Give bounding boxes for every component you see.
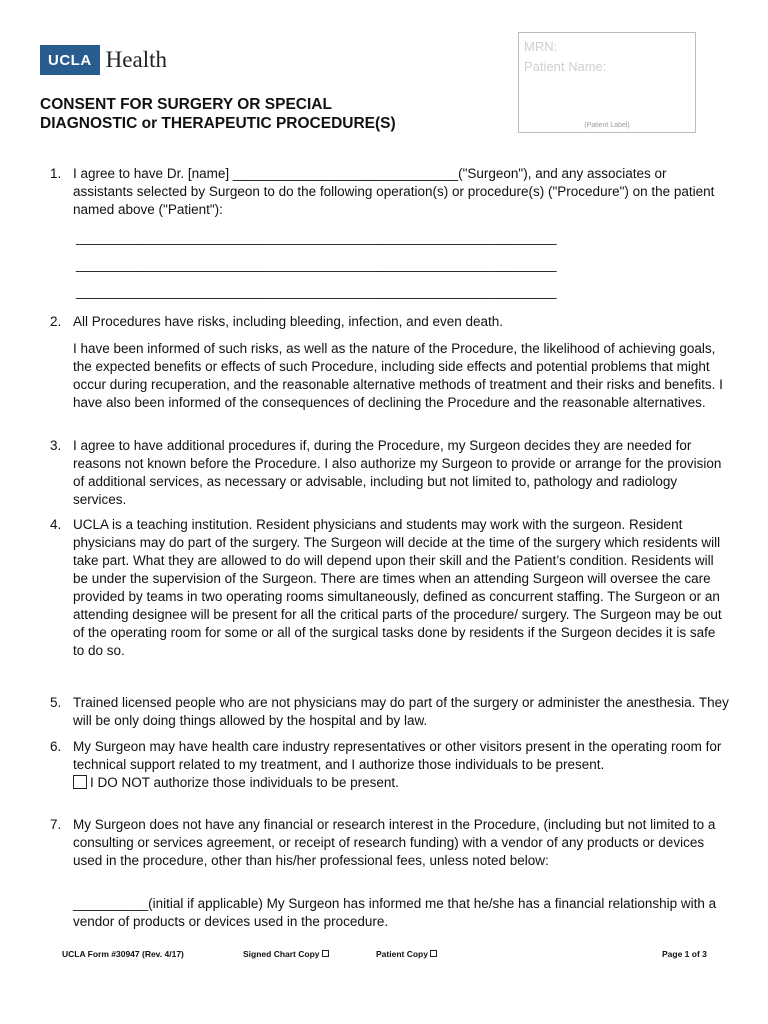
procedure-blank-line-1[interactable]: ________________________________________________________________ — [76, 230, 557, 245]
financial-interest-initial[interactable]: __________(initial if applicable) My Surgeon has informed me that he/she has a financial relationship with a vendor of products or devices used in the procedure. — [73, 896, 717, 929]
risk-information-paragraph: I have been informed of such risks, as well as the nature of the Procedure, the likelihood of achieving goals, the expected benefits or effects of such Procedure, including side effects and potential problems that might occur during recuperation, and the reasonable alternative methods of treatment and their risks and benefits. I have also been informed of the consequences of declining the Procedure and the reasonable alternatives. — [73, 341, 723, 410]
logo-box: UCLA — [40, 45, 100, 75]
footer-patient-copy — [376, 949, 437, 959]
item-text: UCLA is a teaching institution. Resident physicians and students may work with the surgeon. Resident physicians may do part of the surgery. The Surgeon will decide at the time of the surgery which residents will take part. What they are allowed to do will depend upon their skill and the Patient’s condition. Residents will be under the supervision of the Surgeon. There are times when an attending Surgeon will oversee the care provided by teams in two operating rooms simultaneously, defined as concurrent staffing. The Surgeon or an attending designee will be present for all the critical parts of the procedure/ surgery. The Surgeon may be out of the operating room for some or all of the surgical tasks done by residents if the Surgeon decides it is safe to do so. — [73, 517, 722, 658]
footer-form-number: UCLA Form #30947 (Rev. 4/17) — [62, 949, 184, 959]
consent-item-2 — [50, 313, 730, 331]
patient-label-box — [518, 32, 696, 133]
item-text: All Procedures have risks, including bleeding, infection, and even death. — [73, 314, 504, 329]
patient-copy-checkbox[interactable] — [430, 950, 437, 957]
footer-page-number: Page 1 of 3 — [662, 949, 707, 959]
item-number: 7. — [50, 817, 62, 832]
consent-item-1 — [50, 165, 730, 219]
item-number: 2. — [50, 314, 62, 329]
patient-copy-label: Patient Copy — [376, 949, 428, 959]
patient-name-label: Patient Name: — [524, 59, 607, 74]
logo-word: Health — [105, 47, 167, 72]
consent-item-7 — [50, 816, 730, 870]
consent-item-6 — [50, 738, 730, 792]
item-number: 3. — [50, 438, 62, 453]
do-not-authorize-checkbox[interactable] — [73, 775, 87, 789]
procedure-blank-line-3[interactable]: ________________________________________________________________ — [76, 284, 557, 299]
consent-item-5 — [50, 694, 730, 730]
item-text: My Surgeon may have health care industry representatives or other visitors present in the operating room for technical support related to my treatment, and I authorize those individuals to be present. — [73, 739, 722, 772]
item-text: I agree to have Dr. [name] ______________________________("Surgeon"), and any associates or assistants selected by Surgeon to do the following operation(s) or procedure(s) ("Procedure") on the patient named above ("Patient"): — [73, 166, 715, 217]
mrn-label: MRN: — [524, 39, 558, 54]
title-line-1: CONSENT FOR SURGERY OR SPECIAL — [40, 96, 332, 113]
document-title — [40, 95, 396, 133]
item-text: I agree to have additional procedures if, during the Procedure, my Surgeon decides they are needed for reasons not known before the Procedure. I also authorize my Surgeon to provide or arrange for the provision of additional services, as necessary or advisable, including but not limited to, pathology and radiology services. — [73, 438, 722, 507]
item-number: 4. — [50, 517, 62, 532]
do-not-authorize-row[interactable] — [73, 774, 730, 792]
item-text: Trained licensed people who are not physicians may do part of the surgery or administer the anesthesia. They will be only doing things allowed by the hospital and by law. — [73, 695, 729, 728]
ucla-health-logo — [40, 45, 167, 75]
title-line-2: DIAGNOSTIC or THERAPEUTIC PROCEDURE(S) — [40, 115, 396, 132]
consent-item-3 — [50, 437, 730, 509]
item-text: My Surgeon does not have any financial or research interest in the Procedure, (including but not limited to a consulting or services agreement, or receipt of research funding) with a vendor of any products or devices used in the procedure, other than his/her professional fees, unless noted below: — [73, 817, 716, 868]
item-number: 1. — [50, 166, 62, 181]
item-number: 6. — [50, 739, 62, 754]
signed-chart-copy-label: Signed Chart Copy — [243, 949, 320, 959]
footer-signed-chart-copy — [243, 949, 329, 959]
procedure-blank-line-2[interactable]: ________________________________________________________________ — [76, 257, 557, 272]
item-number: 5. — [50, 695, 62, 710]
consent-item-4 — [50, 516, 730, 660]
patient-label-caption: (Patient Label) — [584, 122, 630, 129]
signed-chart-copy-checkbox[interactable] — [322, 950, 329, 957]
do-not-authorize-label: I DO NOT authorize those individuals to be present. — [90, 775, 399, 790]
